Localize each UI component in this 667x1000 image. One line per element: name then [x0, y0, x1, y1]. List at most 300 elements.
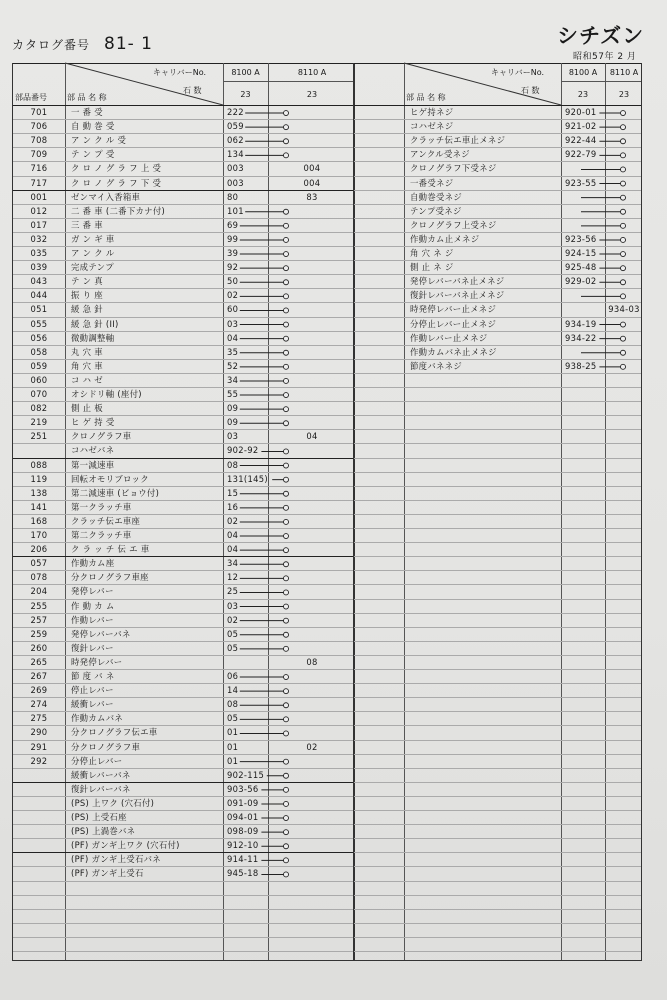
- code-8100a: 01: [227, 741, 239, 752]
- code-8100a: 35: [227, 346, 239, 357]
- table-row: [354, 289, 643, 303]
- row-rule: [354, 810, 641, 811]
- table-row: [13, 247, 356, 261]
- part-number: 032: [30, 233, 48, 244]
- part-name: 振 り 座: [71, 290, 103, 301]
- code-8100a: 02: [227, 614, 239, 625]
- table-row: [13, 233, 356, 247]
- code-8100a: 131(145): [227, 473, 268, 484]
- table-row: [13, 557, 356, 571]
- code-8100a: 03: [227, 431, 239, 442]
- table-row: [13, 473, 356, 487]
- table-row: [13, 501, 356, 515]
- code-8100a: 80: [227, 191, 239, 202]
- stones-label: 石 数: [521, 86, 540, 95]
- part-name: コハゼネジ: [410, 121, 454, 132]
- table-row: [354, 106, 643, 120]
- table-row: [13, 642, 356, 656]
- table-row: [13, 106, 356, 120]
- table-row: [13, 148, 356, 162]
- part-name: 分クロノグラフ車座: [71, 572, 149, 583]
- part-name: 停止レバー: [71, 685, 114, 696]
- code-8100a: 09: [227, 417, 239, 428]
- part-name: 角 穴 車: [71, 360, 103, 371]
- table-row: [13, 825, 356, 839]
- code-8110a: 004: [303, 163, 321, 174]
- row-rule: [354, 852, 641, 853]
- caliber-0: 8100 A: [568, 68, 598, 77]
- table-row: [13, 388, 356, 402]
- code-8100a: 34: [227, 558, 239, 569]
- part-name: 作動カムバネ: [71, 713, 124, 724]
- code-8100a: 05: [227, 628, 239, 639]
- row-rule: [354, 683, 641, 684]
- table-row: [354, 191, 643, 205]
- table-row: [13, 614, 356, 628]
- code-8100a: 02: [227, 515, 239, 526]
- table-row: [13, 600, 356, 614]
- code-8100a: 903-56: [227, 783, 259, 794]
- row-rule: [354, 782, 641, 783]
- part-number: 219: [30, 417, 48, 428]
- part-number: 078: [30, 572, 48, 583]
- row-rule: [354, 711, 641, 712]
- part-number: 141: [30, 501, 48, 512]
- table-row: [354, 233, 643, 247]
- part-number: 255: [30, 600, 48, 611]
- part-number: 035: [30, 248, 48, 258]
- row-rule: [354, 881, 641, 882]
- part-name: 第一クラッチ車: [71, 501, 132, 512]
- code-8110a: 04: [306, 431, 318, 442]
- table-row: [13, 275, 356, 289]
- code-8100a: 02: [227, 290, 239, 301]
- part-name: ヒ ゲ 持 受: [71, 417, 115, 428]
- stones-count-1: 23: [306, 90, 318, 99]
- table-row: [13, 628, 356, 642]
- code-8100a: 03: [227, 318, 239, 329]
- table-row: [13, 416, 356, 430]
- part-name-label: 部 品 名 称: [67, 93, 107, 102]
- table-row: [13, 261, 356, 275]
- table-row: [13, 755, 356, 769]
- row-rule: [354, 500, 641, 501]
- part-name: ク ロ ノ グ ラ フ 下 受: [71, 177, 162, 188]
- stones-label: 石 数: [183, 86, 202, 95]
- part-number: 204: [30, 586, 48, 597]
- code-8100a: 923-55: [565, 177, 597, 188]
- code-8100a: 091-09: [227, 797, 259, 808]
- part-number: 059: [30, 360, 48, 371]
- part-name: 第一減速車: [71, 459, 115, 470]
- part-number: 717: [30, 177, 48, 188]
- code-8100a: 922-79: [565, 149, 597, 160]
- part-name: 緩衝レバーバネ: [71, 769, 131, 780]
- part-name: 作動カムバネ止メネジ: [410, 346, 497, 357]
- part-name-label: 部 品 名 称: [406, 93, 446, 102]
- part-number: 292: [30, 755, 48, 766]
- row-rule: [354, 838, 641, 839]
- table-row: [13, 191, 356, 205]
- part-name: 完成テンプ: [71, 262, 114, 273]
- part-number: 138: [30, 487, 48, 498]
- part-name: クロノグラフ上受ネジ: [410, 219, 497, 230]
- part-number: 251: [30, 431, 48, 442]
- part-number: 044: [30, 290, 48, 301]
- code-8100a: 01: [227, 727, 239, 738]
- part-name: 作動カム止メネジ: [410, 233, 480, 244]
- code-8100a: 05: [227, 642, 239, 653]
- row-rule: [354, 909, 641, 910]
- table-row: [354, 219, 643, 233]
- part-name: 第二減速車 (ビョウ付): [71, 487, 160, 498]
- table-row: [13, 684, 356, 698]
- table-row: [13, 444, 356, 458]
- part-name: 節 度 バ ネ: [71, 671, 115, 681]
- code-8100a: 062: [227, 135, 244, 146]
- catalog-number-header: [12, 34, 153, 54]
- left-parts-table: [12, 63, 355, 961]
- code-8100a: 04: [227, 530, 239, 540]
- row-rule: [354, 923, 641, 924]
- table-row: [13, 487, 356, 501]
- caliber-label: キャリバーNo.: [491, 68, 545, 77]
- table-row: [354, 177, 643, 191]
- code-8100a: 04: [227, 544, 239, 555]
- part-number: 265: [30, 656, 48, 667]
- table-row: [13, 430, 356, 444]
- code-8100a: 50: [227, 276, 239, 287]
- part-number: 170: [30, 530, 48, 540]
- part-name: テンプ受ネジ: [410, 205, 462, 216]
- code-8100a: 098-09: [227, 826, 259, 837]
- code-8100a: 60: [227, 304, 239, 315]
- stones-count-0: 23: [577, 90, 589, 99]
- code-8100a: 934-19: [565, 318, 597, 329]
- part-name: (PS) 上渦巻バネ: [71, 826, 136, 837]
- table-row: [13, 769, 356, 783]
- part-name: 節度バネネジ: [410, 360, 463, 371]
- table-row: [354, 346, 643, 360]
- row-rule: [354, 472, 641, 473]
- part-number: 290: [30, 727, 48, 738]
- row-rule: [354, 415, 641, 416]
- part-number: 168: [30, 515, 48, 526]
- code-8100a: 222: [227, 107, 244, 117]
- part-number: 001: [30, 191, 48, 202]
- part-name: ク ロ ノ グ ラ フ 上 受: [71, 163, 162, 174]
- part-number: 716: [30, 163, 48, 174]
- part-name: 回転オモリブロック: [71, 473, 149, 484]
- table-row: [13, 374, 356, 388]
- code-8100a: 04: [227, 332, 239, 343]
- row-rule: [354, 401, 641, 402]
- part-name: ゼンマイ入香箱車: [71, 191, 141, 202]
- table-row: [354, 303, 643, 317]
- code-8110a: 83: [306, 191, 318, 202]
- part-number: 057: [30, 558, 48, 569]
- table-row: [13, 543, 356, 557]
- part-name: 時発停レバー: [71, 656, 123, 667]
- code-8100a: 69: [227, 219, 239, 230]
- code-8100a: 914-11: [227, 854, 259, 865]
- row-rule: [354, 866, 641, 867]
- part-number: 275: [30, 713, 48, 724]
- part-number: 267: [30, 671, 48, 681]
- row-rule: [354, 895, 641, 896]
- part-number: 012: [30, 205, 48, 216]
- code-8100a: 08: [227, 699, 239, 710]
- part-name: オシドリ軸 (座付): [71, 389, 142, 399]
- row-rule: [13, 937, 354, 938]
- part-name: 緩 急 針 (II): [71, 318, 119, 329]
- code-8110a: 08: [306, 656, 318, 667]
- table-row: [354, 120, 643, 134]
- brand-logo: シチズン: [557, 24, 645, 48]
- part-name: 角 穴 ネ ジ: [410, 248, 454, 258]
- row-rule: [354, 458, 641, 459]
- code-8100a: 09: [227, 403, 239, 414]
- row-rule: [354, 429, 641, 430]
- part-name: 時発停レバー止メネジ: [410, 304, 497, 315]
- code-8100a: 55: [227, 389, 239, 399]
- part-name: 復針レバー: [71, 642, 114, 653]
- part-name: クラッチ伝エ車止メネジ: [410, 135, 506, 146]
- table-row: [13, 571, 356, 585]
- code-8100a: 52: [227, 360, 239, 371]
- part-name: (PS) 上ワク (穴石付): [71, 797, 155, 808]
- part-number: 259: [30, 628, 48, 639]
- part-number: 070: [30, 389, 48, 399]
- part-name: クロノグラフ車: [71, 431, 132, 442]
- row-rule: [354, 641, 641, 642]
- table-row: [13, 783, 356, 797]
- part-number: 051: [30, 304, 48, 315]
- issue-date: 昭和57年 2 月: [573, 52, 637, 62]
- row-rule: [13, 951, 354, 952]
- table-row: [13, 741, 356, 755]
- part-number: 709: [30, 149, 48, 160]
- part-name: 丸 穴 車: [71, 346, 103, 357]
- row-rule: [354, 754, 641, 755]
- row-rule: [354, 387, 641, 388]
- row-rule: [354, 824, 641, 825]
- table-row: [13, 177, 356, 191]
- row-rule: [13, 895, 354, 896]
- stones-count-1: 23: [618, 90, 630, 99]
- table-row: [354, 332, 643, 346]
- row-rule: [354, 486, 641, 487]
- code-8100a: 003: [227, 177, 244, 188]
- stones-count-0: 23: [240, 90, 251, 99]
- row-rule: [354, 951, 641, 952]
- part-name: ア ン ク ル 受: [71, 135, 127, 146]
- table-row: [354, 360, 643, 374]
- part-name: 第二クラッチ車: [71, 530, 132, 540]
- part-name: 二 番 車 (二番下カナ付): [71, 205, 166, 216]
- part-name: 自 動 巻 受: [71, 121, 115, 132]
- row-rule: [354, 443, 641, 444]
- part-no-label: 部品番号: [15, 93, 47, 102]
- code-8100a: 39: [227, 248, 239, 258]
- part-name: 一 番 受: [71, 107, 103, 117]
- row-rule: [354, 768, 641, 769]
- part-number: 269: [30, 685, 48, 696]
- row-rule: [13, 909, 354, 910]
- part-number: 058: [30, 346, 48, 357]
- part-name: 微動調整軸: [71, 332, 115, 343]
- part-number: 056: [30, 332, 48, 343]
- table-row: [354, 205, 643, 219]
- table-row: [13, 867, 356, 881]
- part-number: 274: [30, 699, 48, 710]
- part-number: 701: [30, 107, 48, 117]
- table-row: [354, 261, 643, 275]
- table-row: [13, 698, 356, 712]
- part-name: 作動レバー止メネジ: [410, 332, 488, 343]
- code-8100a: 945-18: [227, 868, 259, 879]
- table-row: [354, 162, 643, 176]
- row-rule: [354, 697, 641, 698]
- code-8100a: 08: [227, 459, 239, 470]
- part-number: 119: [30, 473, 48, 484]
- table-row: [354, 247, 643, 261]
- right-parts-table: [353, 63, 642, 961]
- part-number: 017: [30, 219, 48, 230]
- row-rule: [354, 937, 641, 938]
- code-8100a: 14: [227, 685, 239, 696]
- code-8100a: 01: [227, 755, 239, 766]
- table-row: [13, 332, 356, 346]
- part-name: (PF) ガンギ上受石: [71, 868, 144, 879]
- part-name: (PF) ガンギ上受石バネ: [71, 854, 161, 865]
- part-number: 257: [30, 614, 48, 625]
- code-8100a: 05: [227, 713, 239, 724]
- table-row: [13, 839, 356, 853]
- code-8100a: 922-44: [565, 135, 597, 146]
- table-row: [13, 205, 356, 219]
- part-name: 分クロノグラフ伝エ車: [71, 727, 158, 738]
- table-row: [13, 303, 356, 317]
- part-name: テ ン 真: [71, 276, 103, 287]
- code-8100a: 902-115: [227, 769, 265, 780]
- part-name: 三 番 車: [71, 219, 103, 230]
- table-row: [13, 670, 356, 684]
- part-name: 分停止レバー止メネジ: [410, 318, 497, 329]
- part-number: 291: [30, 741, 48, 752]
- part-name: コ ハ ゼ: [71, 374, 103, 385]
- code-8100a: 920-01: [565, 107, 597, 117]
- code-8100a: 003: [227, 163, 244, 174]
- code-8100a: 134: [227, 149, 244, 160]
- table-row: [13, 656, 356, 670]
- code-8100a: 92: [227, 262, 239, 273]
- part-name: 一番受ネジ: [410, 177, 454, 188]
- caliber-label: キャリバーNo.: [153, 68, 207, 77]
- part-name: 緩 急 針: [71, 304, 103, 315]
- row-rule: [354, 725, 641, 726]
- row-rule: [354, 556, 641, 557]
- part-name: テ ン プ 受: [71, 149, 115, 160]
- row-rule: [354, 599, 641, 600]
- part-name: ガ ン ギ 車: [71, 233, 115, 244]
- code-8100a: 12: [227, 572, 239, 583]
- code-8100a: 929-02: [565, 276, 597, 287]
- code-8100a: 25: [227, 586, 239, 597]
- code-8100a: 912-10: [227, 840, 259, 851]
- code-8100a: 101: [227, 205, 244, 216]
- part-name: クラッチ伝エ車座: [71, 515, 141, 526]
- row-rule: [354, 613, 641, 614]
- row-rule: [354, 796, 641, 797]
- table-row: [13, 726, 356, 740]
- table-row: [354, 148, 643, 162]
- code-8100a: 16: [227, 501, 239, 512]
- part-number: 039: [30, 262, 48, 273]
- code-8100a: 059: [227, 121, 244, 132]
- part-name: 分クロノグラフ車: [71, 741, 141, 752]
- row-rule: [354, 514, 641, 515]
- part-name: コハゼバネ: [71, 445, 115, 456]
- table-row: [13, 529, 356, 543]
- part-name: 分停止レバー: [71, 755, 123, 766]
- row-rule: [354, 542, 641, 543]
- table-row: [13, 797, 356, 811]
- part-name: 作 動 カ ム: [71, 600, 115, 611]
- table-row: [13, 346, 356, 360]
- table-row: [354, 318, 643, 332]
- part-number: 706: [30, 121, 48, 132]
- table-row: [13, 459, 356, 473]
- part-name: (PS) 上受石座: [71, 812, 127, 822]
- code-8100a: 094-01: [227, 812, 259, 822]
- part-name: 発停レバー: [71, 586, 114, 597]
- row-rule: [354, 584, 641, 585]
- table-row: [13, 585, 356, 599]
- code-8100a: 938-25: [565, 360, 597, 371]
- table-row: [13, 219, 356, 233]
- row-rule: [354, 655, 641, 656]
- code-8100a: 925-48: [565, 262, 597, 273]
- part-name: 復針レバーバネ: [71, 783, 131, 794]
- table-row: [13, 811, 356, 825]
- code-8100a: 06: [227, 671, 239, 681]
- code-8100a: 924-15: [565, 248, 597, 258]
- part-name: 復針レバーバネ止メネジ: [410, 290, 505, 301]
- part-name: ヒゲ持ネジ: [410, 107, 454, 117]
- part-name: 自動巻受ネジ: [410, 191, 463, 202]
- part-name: (PF) ガンギ上ワク (穴石付): [71, 840, 180, 851]
- code-8100a: 99: [227, 233, 239, 244]
- row-rule: [354, 669, 641, 670]
- code-8100a: 921-02: [565, 121, 597, 132]
- catalog-label: カタログ番号: [12, 38, 91, 52]
- part-name: ク ラ ッ チ 伝 エ 車: [71, 544, 150, 555]
- caliber-0: 8100 A: [231, 68, 260, 77]
- table-row: [13, 318, 356, 332]
- table-row: [13, 162, 356, 176]
- table-row: [354, 275, 643, 289]
- table-row: [354, 134, 643, 148]
- code-8110a: 004: [303, 177, 321, 188]
- part-number: 043: [30, 276, 48, 287]
- part-number: 055: [30, 318, 48, 329]
- table-row: [13, 134, 356, 148]
- code-8100a: 934-22: [565, 332, 597, 343]
- table-row: [13, 712, 356, 726]
- part-name: クロノグラフ下受ネジ: [410, 163, 497, 174]
- part-number: 206: [30, 544, 48, 555]
